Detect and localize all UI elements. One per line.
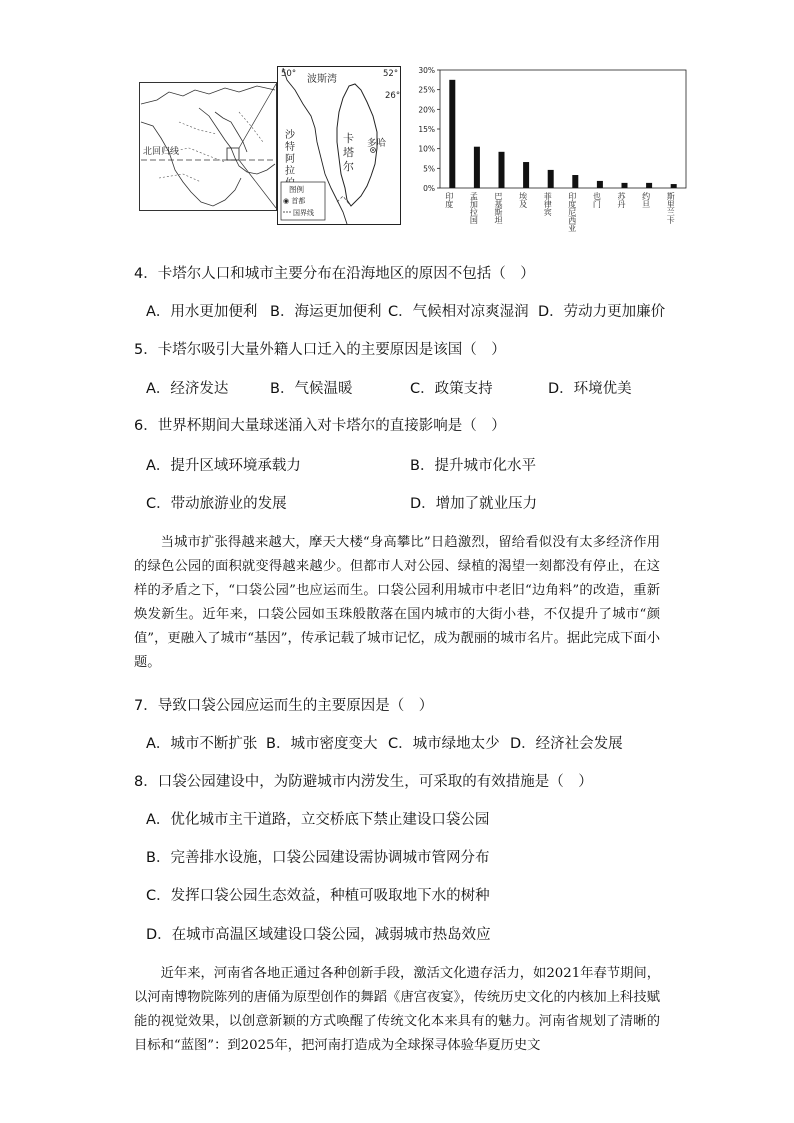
saudi-label (285, 128, 296, 189)
lon-left: 50° (281, 69, 297, 79)
y-tick-label: 20% (418, 105, 435, 115)
legend-capital: ◉ 首都 (283, 197, 306, 205)
y-tick-label: 10% (418, 144, 435, 154)
qatar-char: 卡 (343, 132, 354, 145)
q5-option-a[interactable]: A．经济发达 (146, 381, 229, 397)
bar (597, 181, 603, 188)
qatar-map (277, 66, 401, 226)
x-category-label: 斯里兰卡 (666, 192, 676, 224)
passage-1-text: 当城市扩张得越来越大，摩天大楼“身高攀比”日趋激烈，留给看似没有太多经济作用的绿色公园的面积就变得越来越少。但都市人对公园、绿植的渴望一刻都没有停止，在这样的矛盾之下，“口袋公园”也应运而生。口袋公园利用城市中老旧“边角料”的改造，重新焕发新生。近年来，口袋公园如玉珠般散落在国内城市的大街小巷，不仅提升了城市“颜值”，更融入了城市“基因”，传承记载了城市记忆，成为靓丽的城市名片。据此完成下面小题。 (134, 535, 660, 670)
passage-henan-culture (134, 962, 660, 1058)
q6-option-a[interactable]: A．提升区域环境承载力 (146, 458, 301, 474)
population-bar-chart (410, 64, 690, 236)
q4-option-b[interactable]: B．海运更加便利 (270, 304, 382, 320)
passage-pocket-park (134, 531, 660, 675)
bar (449, 80, 455, 188)
saudi-char: 拉 (285, 166, 295, 177)
bar (572, 175, 578, 188)
x-category-label: 埃及 (518, 192, 528, 208)
q7-stem: 7．导致口袋公园应运而生的主要原因是（ ） (134, 698, 434, 714)
q4-option-c[interactable]: C．气候相对凉爽湿润 (388, 304, 529, 320)
x-category-label: 印度尼西亚 (567, 192, 577, 232)
y-tick-label: 25% (418, 85, 435, 95)
y-tick-label: 15% (418, 125, 435, 134)
q5-option-d[interactable]: D．环境优美 (548, 381, 632, 397)
region-map (139, 82, 277, 212)
x-category-label: 也门 (592, 192, 602, 208)
q5-option-b[interactable]: B．气候温暖 (270, 381, 353, 397)
x-category-label: 约旦 (641, 192, 651, 208)
qatar-char: 塔 (343, 146, 354, 159)
saudi-char: 沙 (285, 130, 295, 141)
q6-option-b[interactable]: B．提升城市化水平 (410, 458, 536, 474)
legend-border: 国界线 (293, 209, 314, 217)
q6-option-d[interactable]: D．增加了就业压力 (410, 496, 538, 512)
saudi-char: 特 (285, 142, 295, 153)
q4-option-d[interactable]: D．劳动力更加廉价 (538, 304, 666, 320)
x-category-label: 菲律宾 (543, 192, 553, 216)
y-tick-label: 30% (418, 66, 435, 75)
legend-title: 图例 (289, 185, 304, 194)
q8-stem: 8．口袋公园建设中，为防避城市内涝发生，可采取的有效措施是（ ） (134, 774, 593, 790)
q5-stem: 5．卡塔尔吸引大量外籍人口迁入的主要原因是该国（ ） (134, 342, 506, 358)
q8-option-c[interactable]: C．发挥口袋公园生态效益，种植可吸取地下水的树种 (146, 888, 490, 904)
bar (523, 162, 529, 188)
bar (548, 170, 554, 188)
q6-stem: 6．世界杯期间大量球迷涌入对卡塔尔的直接影响是（ ） (134, 418, 506, 434)
y-tick-label: 5% (423, 164, 435, 174)
bar (622, 183, 628, 188)
doha-dot (372, 149, 374, 151)
q5-option-c[interactable]: C．政策支持 (410, 381, 493, 397)
x-category-label: 孟加拉国 (469, 192, 479, 224)
x-category-label: 印度 (444, 192, 454, 208)
bar (474, 147, 480, 188)
bar (499, 152, 505, 188)
passage-2-text: 近年来，河南省各地正通过各种创新手段，激活文化遗存活力，如2021年春节期间，以河南博物院陈列的唐俑为原型创作的舞蹈《唐宫夜宴》，传统历史文化的内核加上科技赋能的视觉效果，以创意新颖的方式唤醒了传统文化本来具有的魅力。河南省规划了清晰的目标和“蓝图”：到2025年，把河南打造成为全球探寻体验华夏历史文 (134, 966, 660, 1053)
gulf-label: 波斯湾 (307, 74, 337, 85)
q4-option-a[interactable]: A．用水更加便利 (146, 304, 258, 320)
q8-option-a[interactable]: A．优化城市主干道路，立交桥底下禁止建设口袋公园 (146, 812, 490, 828)
qatar-label (343, 131, 354, 173)
q4-stem: 4．卡塔尔人口和城市主要分布在沿海地区的原因不包括（ ） (134, 266, 535, 282)
q7-option-b[interactable]: B．城市密度变大 (266, 736, 378, 752)
x-category-label: 苏丹 (617, 192, 626, 208)
x-category-label: 巴基斯坦 (494, 192, 503, 224)
tropic-label: 北回归线 (143, 147, 180, 157)
q7-option-c[interactable]: C．城市绿地太少 (388, 736, 500, 752)
q6-option-c[interactable]: C．带动旅游业的发展 (146, 496, 287, 512)
q7-option-a[interactable]: A．城市不断扩张 (146, 736, 258, 752)
y-tick-label: 0% (423, 184, 435, 193)
lon-right: 52° (383, 69, 399, 79)
lat-label: 26° (385, 91, 401, 101)
q7-option-d[interactable]: D．经济社会发展 (510, 736, 623, 752)
bar (671, 184, 677, 188)
q8-option-d[interactable]: D．在城市高温区域建设口袋公园，减弱城市热岛效应 (146, 927, 491, 943)
doha-label: 多哈 (367, 138, 387, 149)
bar (646, 183, 652, 188)
saudi-char: 阿 (285, 154, 295, 165)
q8-option-b[interactable]: B．完善排水设施，口袋公园建设需协调城市管网分布 (146, 850, 490, 866)
qatar-char: 尔 (343, 160, 354, 173)
